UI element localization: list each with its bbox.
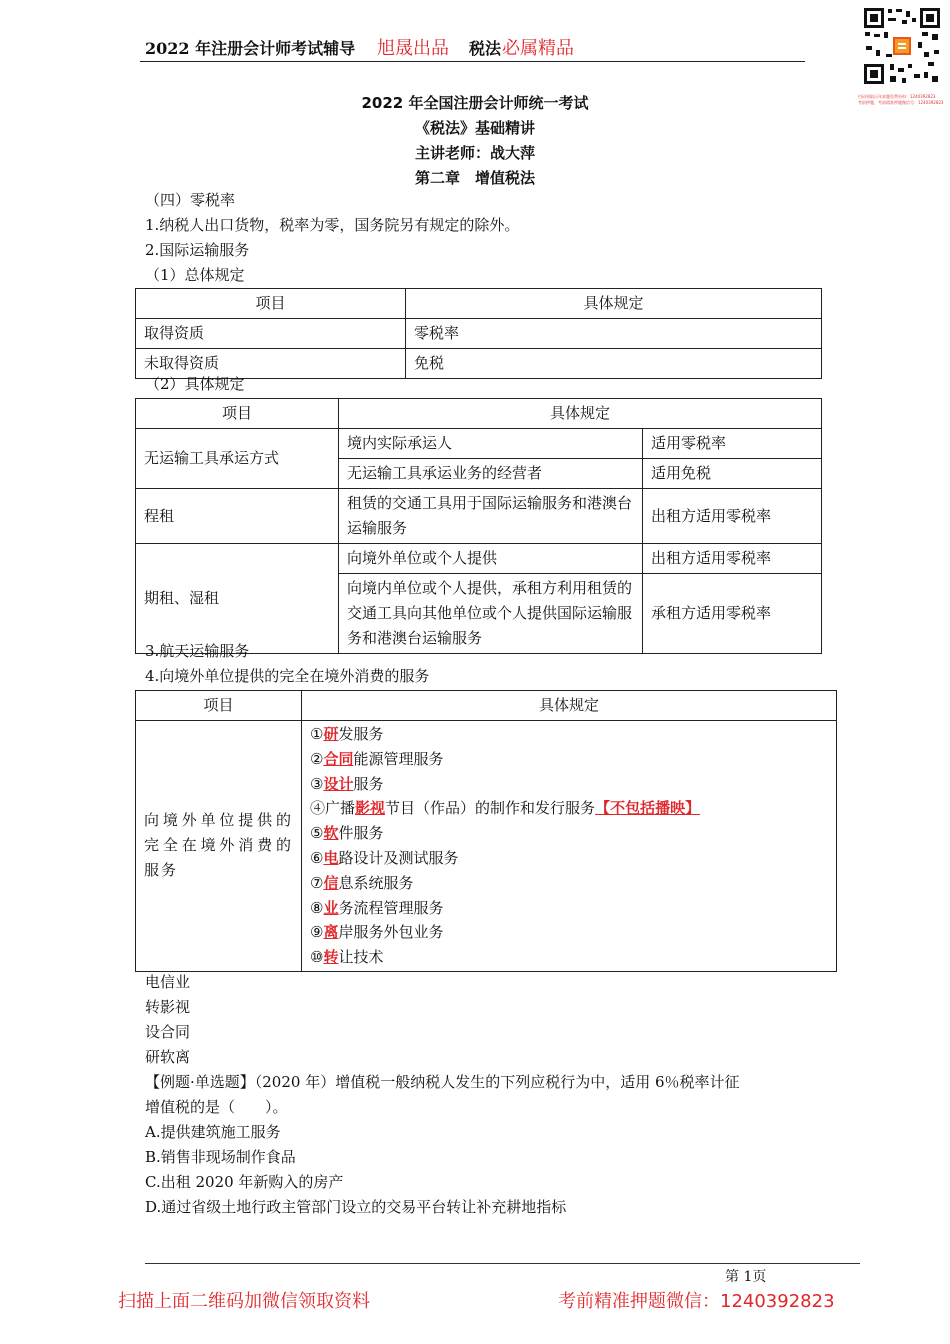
- table-cell: 出租方适用零税率: [643, 489, 822, 544]
- service-text: 路设计及测试服务: [338, 848, 459, 867]
- table-cell: 零税率: [406, 319, 822, 349]
- service-keyword: 合同: [323, 749, 354, 768]
- header-title: 2022 年注册会计师考试辅导: [145, 39, 356, 58]
- service-keyword: 离: [323, 923, 339, 942]
- service-keyword: 软: [323, 824, 339, 843]
- header-tagline: 必属精品: [502, 38, 574, 59]
- item-offshore-services: 4.向境外单位提供的完全在境外消费的服务: [145, 667, 430, 685]
- sub-specific-rule: （2）具体规定: [145, 375, 245, 393]
- header-rule: [140, 61, 805, 62]
- table-cell: 向境外单位提供的完全在境外消费的服务: [136, 721, 302, 972]
- question-stem: 【例题·单选题】（2020 年）增值税一般纳税人发生的下列应税行为中，适用 6％税率计征: [145, 1073, 740, 1091]
- service-number: ⑦: [310, 873, 324, 892]
- service-keyword: 研: [323, 725, 339, 743]
- table-cell: 无运输工具承运业务的经营者: [339, 459, 643, 489]
- service-number: ①: [310, 725, 324, 743]
- item-export-goods: 1.纳税人出口货物，税率为零，国务院另有规定的除外。: [145, 216, 520, 234]
- table-cell: 程租: [136, 489, 339, 544]
- header-publisher: 旭晟出品: [377, 38, 449, 59]
- mnemonic-line: 研软离: [145, 1048, 191, 1066]
- table-cell: 境内实际承运人: [339, 429, 643, 459]
- service-note: 【不包括播映】: [595, 799, 701, 818]
- table-cell: 出租方适用零税率: [643, 544, 822, 574]
- option-a: A.提供建筑施工服务: [145, 1123, 281, 1141]
- table-cell: 适用零税率: [643, 429, 822, 459]
- section-zero-rate: （四）零税率: [145, 191, 236, 209]
- option-d: D.通过省级土地行政主管部门设立的交易平台转让补充耕地指标: [145, 1198, 567, 1216]
- table-cell: 取得资质: [136, 319, 406, 349]
- service-text: 服务: [353, 774, 384, 793]
- service-list-item: [310, 821, 828, 846]
- table-header-cell: 具体规定: [302, 691, 837, 721]
- table-cell: 适用免税: [643, 459, 822, 489]
- table-cell: 向境内单位或个人提供，承租方利用租赁的交通工具向其他单位或个人提供国际运输服务和港澳台运输服务: [339, 574, 643, 654]
- question-stem-cont: 增值税的是（ ）。: [145, 1098, 288, 1116]
- footer-rule: [145, 1263, 860, 1264]
- service-text: 息系统服务: [338, 873, 414, 892]
- service-number: ④: [310, 799, 326, 818]
- chapter-title: 第二章 增值税法: [414, 169, 535, 187]
- table-header-cell: 具体规定: [339, 399, 822, 429]
- mnemonic-line: 转影视: [145, 998, 191, 1016]
- service-number: ⑥: [310, 848, 324, 867]
- table-header-cell: 具体规定: [406, 289, 822, 319]
- service-text: 件服务: [338, 824, 384, 843]
- service-keyword: 转: [323, 948, 339, 967]
- exam-title: 2022 年全国注册会计师统一考试: [361, 94, 589, 112]
- table-row: [136, 721, 837, 972]
- qr-caption-line-2: 考前押题，考前精准押题微信号：1240392823: [858, 100, 944, 105]
- service-number: ⑧: [310, 898, 324, 917]
- table-row: [136, 319, 822, 349]
- service-keyword: 信: [323, 873, 339, 892]
- table-cell: 免税: [406, 349, 822, 379]
- service-text: 发服务: [338, 725, 384, 743]
- service-list-item: [310, 896, 828, 921]
- service-list-item: [310, 772, 828, 797]
- service-text: 让技术: [338, 948, 384, 967]
- qr-caption-line-1: 扫码领取历年真题免费资料：1240392823: [858, 94, 936, 99]
- mnemonic-line: 设合同: [145, 1023, 191, 1041]
- table-cell: 承租方适用零税率: [643, 574, 822, 654]
- qr-code-icon[interactable]: [862, 6, 942, 86]
- service-keyword: 电: [323, 848, 339, 867]
- service-list-item: [310, 945, 828, 970]
- page-number: 第 1页: [725, 1269, 767, 1285]
- service-text: 务流程管理服务: [338, 898, 444, 917]
- table-header-cell: 项目: [136, 399, 339, 429]
- sub-general-rule: （1）总体规定: [145, 266, 245, 284]
- table-cell: 向境外单位或个人提供: [339, 544, 643, 574]
- teacher-title: 主讲老师：战大萍: [414, 144, 535, 162]
- service-number: ③: [310, 774, 324, 793]
- service-text: 岸服务外包业务: [338, 923, 444, 942]
- service-list-item: [310, 871, 828, 896]
- service-list-item: [310, 722, 828, 747]
- service-number: ⑤: [310, 824, 324, 843]
- footer-right-text: 考前精准押题微信：1240392823: [558, 1291, 835, 1312]
- service-number: ⑨: [310, 923, 324, 942]
- service-number: ⑩: [310, 948, 324, 967]
- service-list-item: [310, 920, 828, 945]
- table-row: [136, 429, 822, 459]
- service-keyword: 影视: [355, 799, 386, 818]
- table-header-row: [136, 399, 822, 429]
- specific-rule-table: [135, 398, 822, 654]
- header-subject: 税法: [469, 39, 502, 58]
- table-cell: 无运输工具承运方式: [136, 429, 339, 489]
- general-rule-table: [135, 288, 822, 379]
- item-intl-transport: 2.国际运输服务: [145, 241, 250, 259]
- table-cell: 租赁的交通工具用于国际运输服务和港澳台运输服务: [339, 489, 643, 544]
- option-b: B.销售非现场制作食品: [145, 1148, 296, 1166]
- item-space-transport: 3.航天运输服务: [145, 642, 250, 660]
- service-list-item: [310, 846, 828, 871]
- service-text: 能源管理服务: [353, 749, 444, 768]
- service-text: 广播: [325, 799, 356, 818]
- table-row: [136, 544, 822, 574]
- mnemonic-line: 电信业: [145, 973, 191, 991]
- service-list: [302, 721, 837, 972]
- service-list-item: [310, 747, 828, 772]
- offshore-services-table: [135, 690, 837, 972]
- service-keyword: 设计: [323, 774, 354, 793]
- footer-left-text: 扫描上面二维码加微信领取资料: [118, 1291, 370, 1312]
- service-list-item: [310, 796, 828, 821]
- table-row: [136, 489, 822, 544]
- table-header-row: [136, 289, 822, 319]
- table-cell: 期租、湿租: [136, 544, 339, 654]
- service-keyword: 业: [323, 898, 339, 917]
- table-header-row: [136, 691, 837, 721]
- service-number: ②: [310, 749, 324, 768]
- course-title: 《税法》基础精讲: [414, 119, 535, 137]
- option-c: C.出租 2020 年新购入的房产: [145, 1173, 344, 1191]
- table-cell: 未取得资质: [136, 349, 406, 379]
- service-text: 节目（作品）的制作和发行服务: [385, 799, 596, 818]
- table-header-cell: 项目: [136, 691, 302, 721]
- table-header-cell: 项目: [136, 289, 406, 319]
